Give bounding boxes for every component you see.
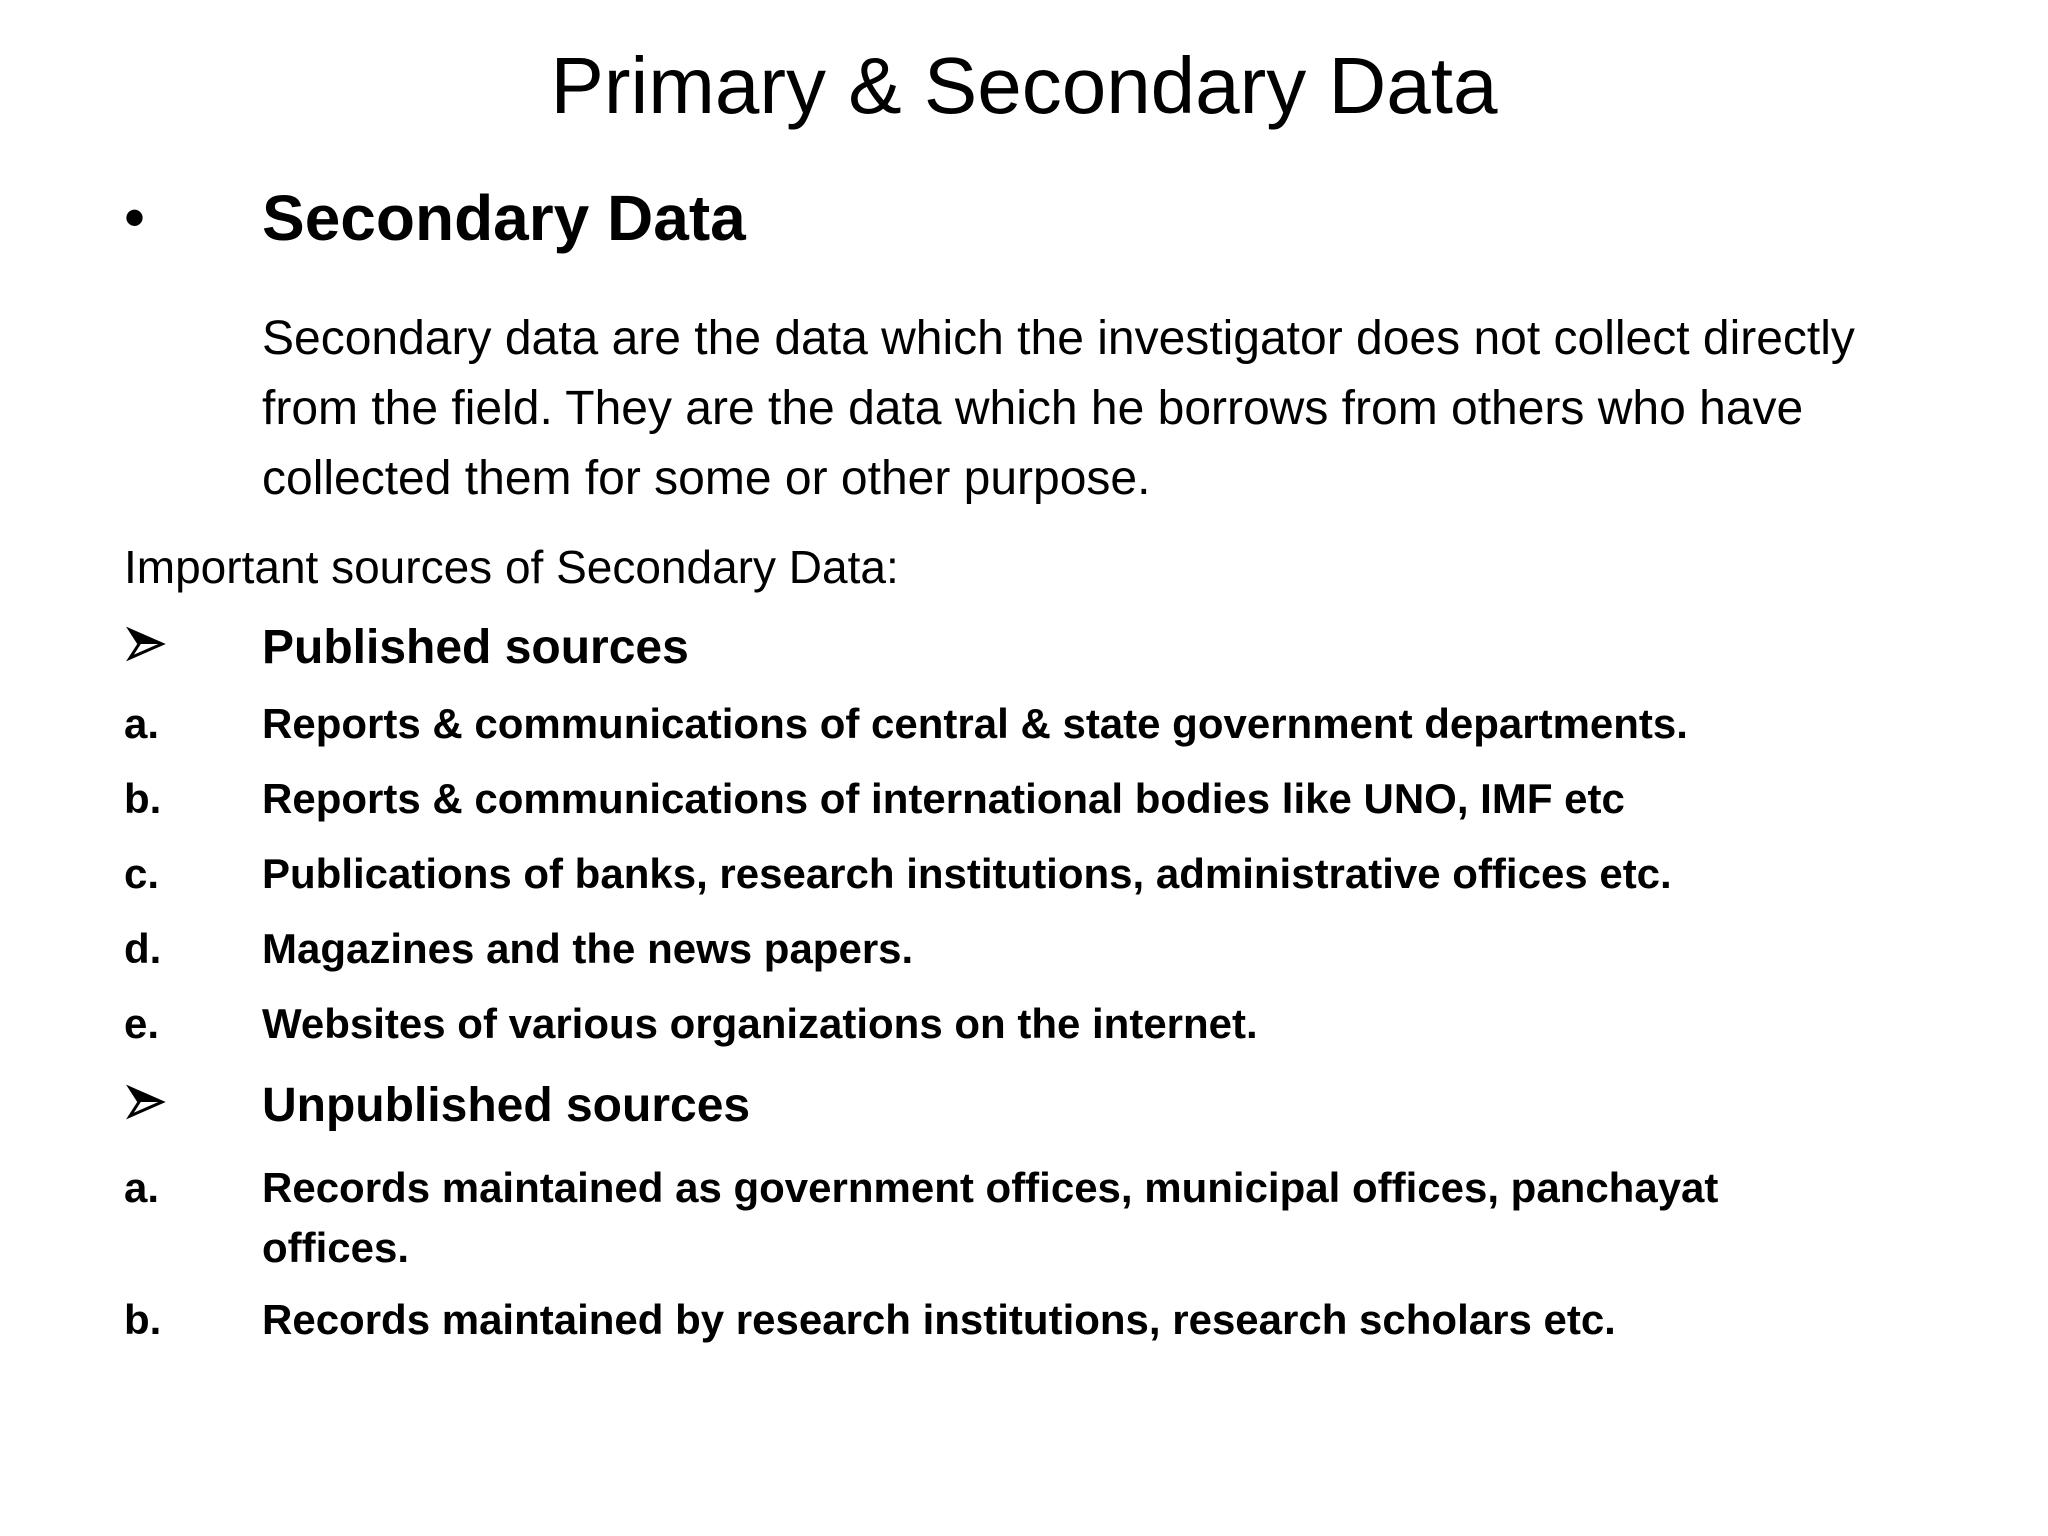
- list-item-text: Records maintained by research institutions, research scholars etc.: [262, 1296, 1616, 1343]
- list-item-text: Reports & communications of international bodies like UNO, IMF etc: [262, 775, 1625, 822]
- arrowhead-bullet-icon: [126, 1082, 166, 1122]
- list-item-text: Publications of banks, research institutions, administrative offices etc.: [262, 850, 1672, 897]
- definition-paragraph: Secondary data are the data which the investigator does not collect directly from the field. They are the data which he borrows from others who have collected them for some or other purpose.: [262, 312, 1855, 505]
- sources-intro: Important sources of Secondary Data:: [124, 541, 899, 593]
- published-heading: Published sources: [262, 621, 689, 674]
- dot-bullet-icon: •: [124, 184, 146, 251]
- list-item-text: Records maintained as government offices, municipal offices, panchayat offices.: [262, 1164, 1719, 1271]
- section-heading: Secondary Data: [262, 182, 746, 254]
- list-marker: b.: [124, 1296, 162, 1343]
- list-marker: b.: [124, 775, 162, 822]
- unpublished-heading: Unpublished sources: [262, 1079, 751, 1132]
- list-marker: a.: [124, 1164, 160, 1211]
- arrowhead-bullet-icon: [126, 624, 166, 664]
- list-marker: a.: [124, 700, 160, 747]
- list-marker: d.: [124, 925, 162, 972]
- slide-title: Primary & Secondary Data: [550, 41, 1498, 130]
- list-marker: c.: [124, 850, 160, 897]
- list-item-text: Magazines and the news papers.: [262, 925, 914, 972]
- list-marker: e.: [124, 1000, 160, 1047]
- list-item-text: Reports & communications of central & state government departments.: [262, 700, 1688, 747]
- list-item-text: Websites of various organizations on the internet.: [262, 1000, 1258, 1047]
